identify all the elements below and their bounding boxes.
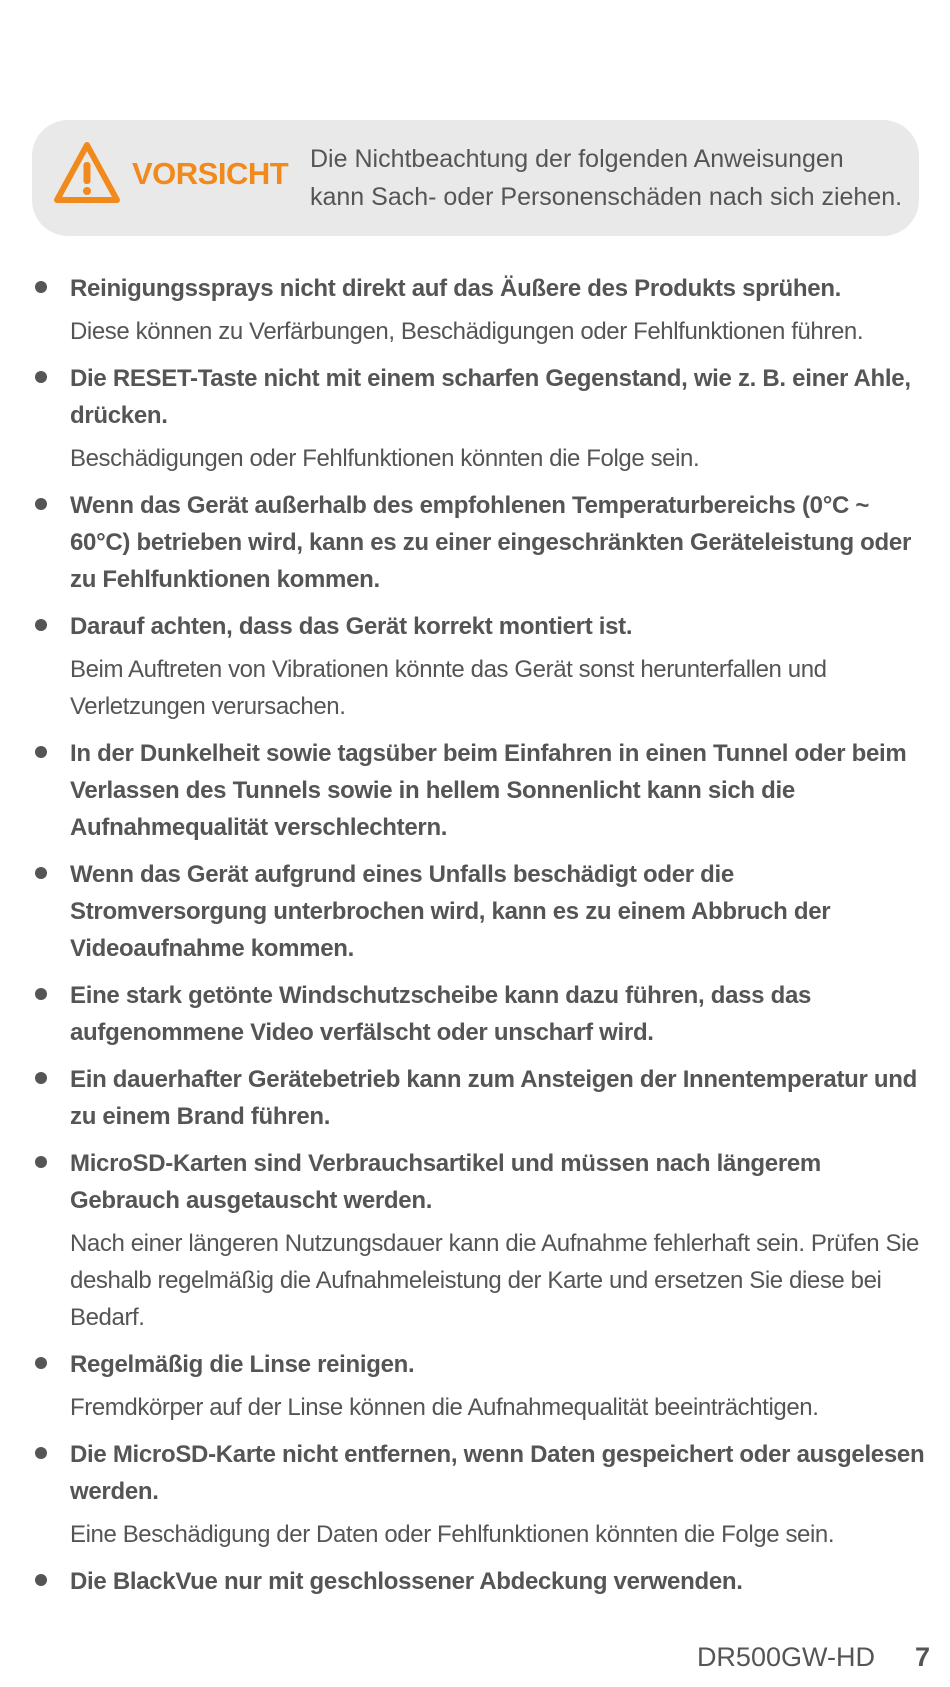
item-description: Fremdkörper auf der Linse können die Aufnahmequalität beeinträchtigen. xyxy=(70,1394,819,1421)
item-heading: Eine stark getönte Windschutzscheibe kann dazu führen, dass das aufgenommene Video verfälscht oder unscharf wird. xyxy=(70,982,812,1046)
item-heading: Darauf achten, dass das Gerät korrekt montiert ist. xyxy=(70,613,633,640)
list-item xyxy=(30,608,930,725)
model-name: DR500GW-HD xyxy=(696,1642,875,1672)
item-description: Eine Beschädigung der Daten oder Fehlfunktionen könnten die Folge sein. xyxy=(70,1521,835,1548)
item-description: Nach einer längeren Nutzungsdauer kann die Aufnahme fehlerhaft sein. Prüfen Sie deshalb regelmäßig die Aufnahmeleistung der Karte und ersetzen Sie diese bei Bedarf. xyxy=(70,1230,919,1331)
item-heading: Reinigungssprays nicht direkt auf das Äußere des Produkts sprühen. xyxy=(70,275,842,302)
item-description: Diese können zu Verfärbungen, Beschädigungen oder Fehlfunktionen führen. xyxy=(70,318,864,345)
bullet-icon xyxy=(35,1156,47,1168)
list-item xyxy=(30,270,930,350)
list-item xyxy=(30,1061,930,1135)
bullet-icon xyxy=(35,1072,47,1084)
list-item xyxy=(30,1346,930,1426)
item-heading: Die RESET-Taste nicht mit einem scharfen Gegenstand, wie z. B. einer Ahle, drücken. xyxy=(70,365,911,429)
bullet-icon xyxy=(35,867,47,879)
page-footer xyxy=(697,1642,930,1673)
item-heading: Wenn das Gerät außerhalb des empfohlenen Temperaturbereichs (0°C ~ 60°C) betrieben wird, kann es zu einer eingeschränkten Geräteleistung oder zu Fehlfunktionen kommen. xyxy=(70,492,911,593)
page-number: 7 xyxy=(914,1642,930,1672)
list-item xyxy=(30,1145,930,1336)
caution-label: VORSICHT xyxy=(132,156,289,191)
caution-text-line2: kann Sach- oder Personenschäden nach sich ziehen. xyxy=(310,183,903,211)
list-item xyxy=(30,856,930,967)
bullet-icon xyxy=(35,281,47,293)
list-item xyxy=(30,735,930,846)
bullet-icon xyxy=(35,1447,47,1459)
item-description: Beschädigungen oder Fehlfunktionen könnten die Folge sein. xyxy=(70,445,700,472)
bullet-icon xyxy=(35,988,47,1000)
list-item xyxy=(30,1563,930,1600)
bullet-icon xyxy=(35,746,47,758)
list-item xyxy=(30,977,930,1051)
item-heading: Die MicroSD-Karte nicht entfernen, wenn Daten gespeichert oder ausgelesen werden. xyxy=(70,1441,925,1505)
bullet-icon xyxy=(35,619,47,631)
item-heading: Die BlackVue nur mit geschlossener Abdeckung verwenden. xyxy=(70,1568,743,1595)
item-heading: Ein dauerhafter Gerätebetrieb kann zum Ansteigen der Innentemperatur und zu einem Brand führen. xyxy=(70,1066,918,1130)
bullet-icon xyxy=(35,371,47,383)
item-heading: MicroSD-Karten sind Verbrauchsartikel und müssen nach längerem Gebrauch ausgetauscht werden. xyxy=(70,1150,821,1214)
bullet-icon xyxy=(35,1357,47,1369)
list-item xyxy=(30,360,930,477)
item-heading: Wenn das Gerät aufgrund eines Unfalls beschädigt oder die Stromversorgung unterbrochen wird, kann es zu einem Abbruch der Videoaufnahme kommen. xyxy=(70,861,831,962)
bullet-icon xyxy=(35,498,47,510)
item-heading: In der Dunkelheit sowie tagsüber beim Einfahren in einen Tunnel oder beim Verlassen des Tunnels sowie in hellem Sonnenlicht kann sich die Aufnahmequalität verschlechtern. xyxy=(70,740,907,841)
item-heading: Regelmäßig die Linse reinigen. xyxy=(70,1351,415,1378)
bullet-icon xyxy=(35,1574,47,1586)
list-item xyxy=(30,1436,930,1553)
warning-triangle-icon xyxy=(52,140,122,206)
caution-box xyxy=(32,120,919,236)
caution-list xyxy=(30,270,930,1610)
caution-text xyxy=(310,140,903,216)
list-item xyxy=(30,487,930,598)
item-description: Beim Auftreten von Vibrationen könnte das Gerät sonst herunterfallen und Verletzungen verursachen. xyxy=(70,656,827,720)
caution-text-line1: Die Nichtbeachtung der folgenden Anweisungen xyxy=(310,145,844,173)
